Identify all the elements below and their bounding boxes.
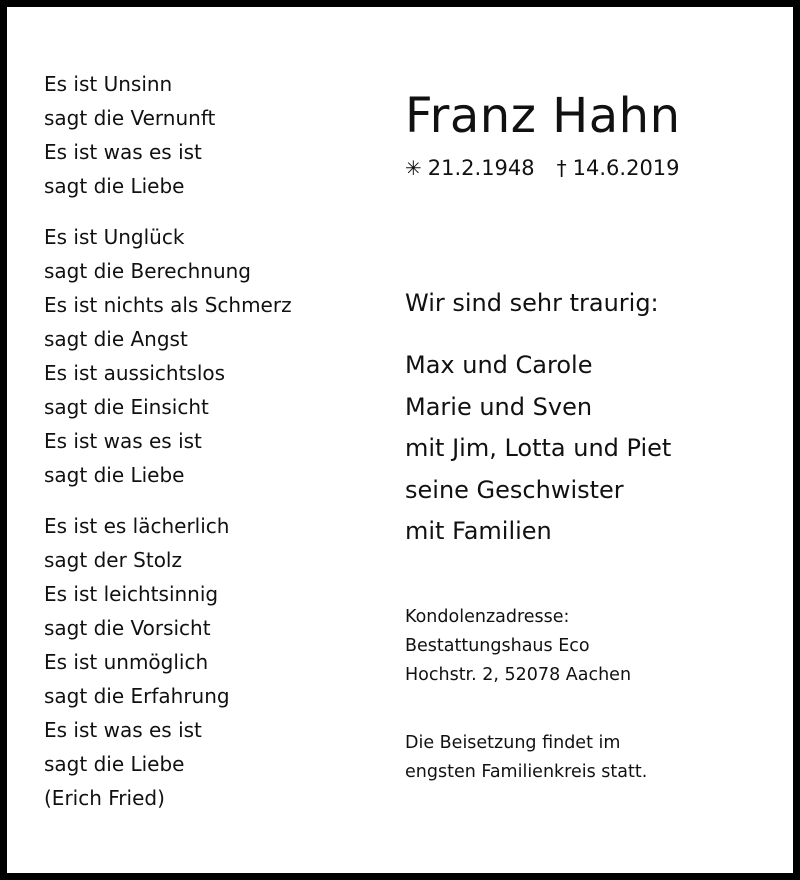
condolence-label: Kondolenzadresse: (405, 607, 570, 627)
poem-line: sagt die Vorsicht (44, 616, 211, 640)
poem-line: Es ist was es ist (44, 718, 202, 742)
poem (44, 67, 292, 815)
burial-line: Die Beisetzung findet im (405, 733, 621, 753)
poem-line: sagt die Einsicht (44, 395, 209, 419)
death-date: 14.6.2019 (572, 156, 680, 180)
burial-note (405, 729, 647, 787)
poem-stanza-1 (44, 67, 292, 203)
poem-line: Es ist was es ist (44, 140, 202, 164)
poem-line: sagt die Erfahrung (44, 684, 230, 708)
birth-date: 21.2.1948 (427, 156, 535, 180)
life-dates (405, 153, 795, 183)
mourner-line: Max und Carole (405, 351, 593, 379)
mourners-intro: Wir sind sehr traurig: (405, 289, 659, 317)
poem-line: sagt die Angst (44, 327, 188, 351)
poem-line: Es ist Unglück (44, 225, 185, 249)
poem-line: sagt der Stolz (44, 548, 182, 572)
deceased-block (405, 85, 795, 183)
poem-line: Es ist aussichtslos (44, 361, 226, 385)
poem-attribution: (Erich Fried) (44, 786, 165, 810)
mourners-list (405, 345, 671, 553)
mourner-line: Marie und Sven (405, 392, 593, 421)
poem-line: Es ist es lächerlich (44, 514, 230, 538)
poem-line: sagt die Liebe (44, 752, 185, 776)
poem-line: Es ist unmöglich (44, 650, 209, 674)
poem-stanza-3 (44, 509, 292, 815)
poem-stanza-2 (44, 220, 292, 492)
poem-line: sagt die Vernunft (44, 106, 216, 130)
mourner-line: seine Geschwister (405, 475, 624, 504)
mourner-line: mit Jim, Lotta und Piet (405, 434, 672, 462)
poem-line: Es ist leichtsinnig (44, 582, 219, 606)
condolence-address (405, 603, 631, 690)
asterisk-star-icon: ✳ (405, 156, 422, 180)
condolence-line: Bestattungshaus Eco (405, 636, 590, 656)
poem-line: sagt die Berechnung (44, 259, 251, 283)
cross-icon: † (556, 156, 567, 180)
burial-line: engsten Familienkreis statt. (405, 762, 648, 782)
deceased-name: Franz Hahn (405, 88, 681, 144)
mourner-line: mit Familien (405, 517, 552, 545)
poem-line: Es ist nichts als Schmerz (44, 293, 292, 317)
poem-line: sagt die Liebe (44, 463, 185, 487)
poem-line: sagt die Liebe (44, 174, 185, 198)
condolence-line: Hochstr. 2, 52078 Aachen (405, 665, 632, 685)
poem-line: Es ist was es ist (44, 429, 202, 453)
poem-line: Es ist Unsinn (44, 72, 173, 96)
